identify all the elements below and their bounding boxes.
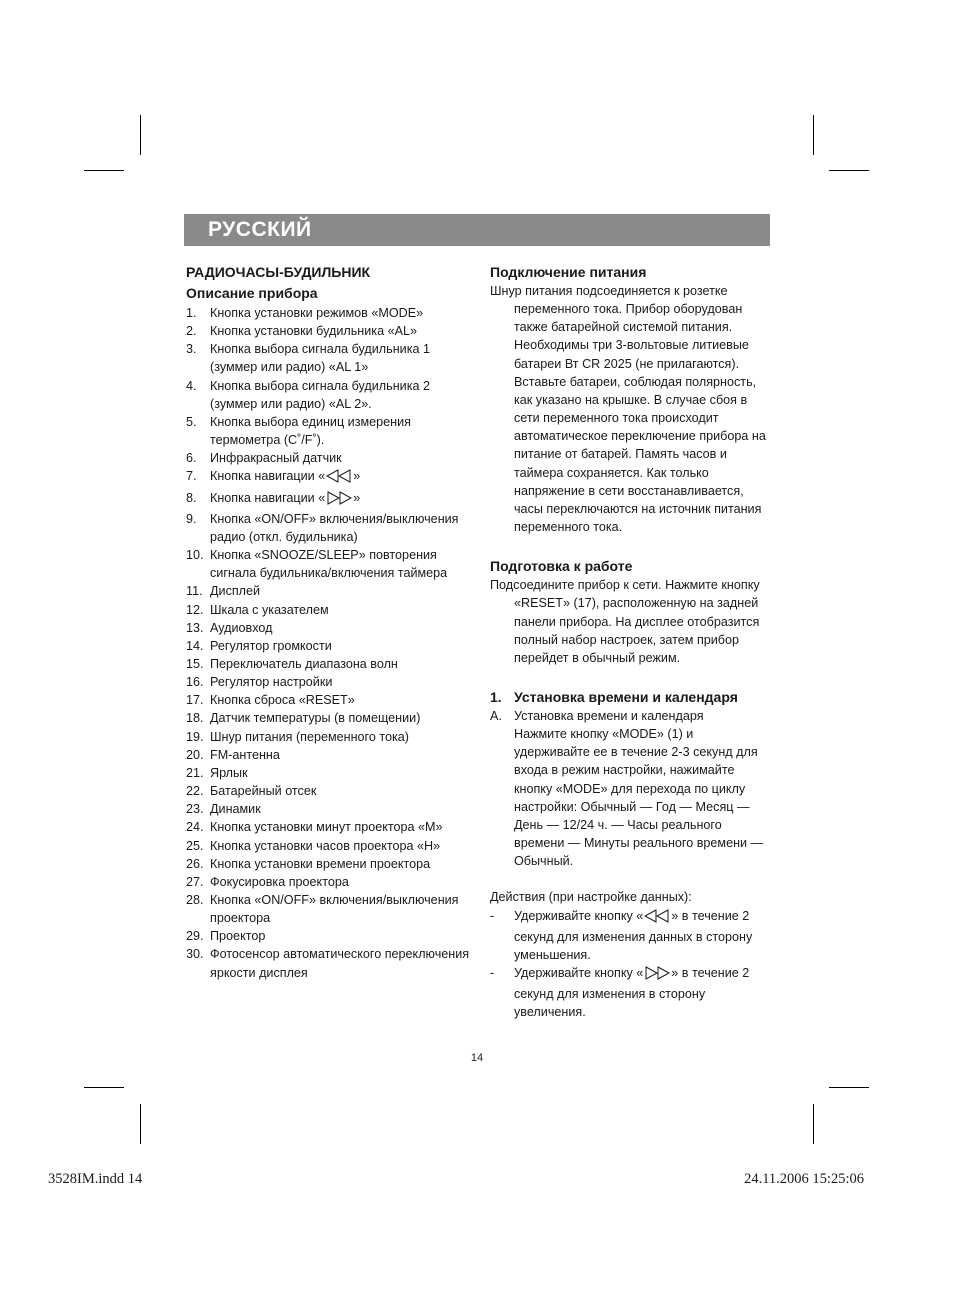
list-item-number: 22. — [186, 784, 204, 799]
step1-title-text: Установка времени и календаря — [514, 688, 738, 705]
list-item-text: Переключатель диапазона волн — [210, 656, 398, 671]
list-item-number: 16. — [186, 675, 204, 690]
list-item-text: Кнопка «ON/OFF» включения/выключения проектора — [210, 893, 459, 926]
rewind-icon — [644, 909, 670, 928]
list-item-text: Фотосенсор автоматического переключения яркости дисплея — [210, 947, 470, 980]
rewind-icon — [326, 469, 352, 488]
forward-icon — [326, 491, 352, 510]
language-label: РУССКИЙ — [208, 218, 312, 241]
list-item-number: 13. — [186, 620, 204, 635]
list-item-number: 11. — [186, 584, 203, 599]
list-item — [186, 927, 470, 945]
list-item-number: 15. — [186, 656, 204, 671]
list-item-text: Кнопка «SNOOZE/SLEEP» повторения сигнала будильника/включения таймера — [210, 548, 448, 581]
step1-title — [490, 687, 772, 707]
crop-mark — [84, 1087, 124, 1088]
list-item — [186, 601, 470, 619]
list-item-number: 28. — [186, 893, 204, 907]
list-item-number: 8. — [186, 490, 197, 505]
list-item — [186, 746, 470, 764]
list-item — [186, 377, 470, 413]
right-column — [490, 262, 772, 1021]
list-item-text: Кнопка установки будильника «AL» — [210, 324, 417, 339]
list-item-text: Датчик температуры (в помещении) — [210, 711, 421, 726]
prep-section-title: Подготовка к работе — [490, 558, 633, 575]
list-item — [186, 873, 470, 891]
section-title: Описание прибора — [186, 285, 318, 301]
list-item-text: Шкала с указателем — [210, 602, 329, 617]
forward-icon — [644, 966, 670, 985]
list-item-number: 24. — [186, 820, 204, 835]
list-item — [186, 691, 470, 709]
list-item — [186, 855, 470, 873]
list-item-number: 19. — [186, 729, 204, 744]
list-item — [186, 413, 470, 449]
crop-mark — [813, 115, 814, 155]
list-item-text: FM-антенна — [210, 747, 280, 762]
list-item-text: Кнопка выбора единиц измерения термометра (C˚/F˚). — [210, 414, 411, 448]
list-item-text: Проектор — [210, 929, 266, 944]
left-column — [186, 262, 470, 982]
list-item-number: 6. — [186, 451, 197, 466]
footer-timestamp: 24.11.2006 15:25:06 — [744, 1171, 864, 1187]
list-item-text: Дисплей — [210, 584, 261, 599]
list-item-text: Инфракрасный датчик — [210, 451, 342, 466]
list-item-text: Кнопка выбора сигнала будильника 1 (зуммер или радио) «AL 1» — [210, 342, 430, 375]
list-item-text: Аудиовход — [210, 620, 273, 635]
list-item-text: Динамик — [210, 802, 261, 817]
list-item-number: 5. — [186, 414, 197, 429]
page-number: 14 — [470, 1052, 484, 1064]
list-item-number: 26. — [186, 856, 204, 871]
list-item — [186, 619, 470, 637]
list-item — [186, 546, 470, 582]
list-item-number: 2. — [186, 324, 197, 339]
list-item-text: Кнопка выбора сигнала будильника 2 (зуммер или радио) «AL 2». — [210, 378, 430, 411]
list-item-number: 21. — [186, 765, 204, 780]
step1-number: 1. — [490, 688, 502, 705]
sub-text: Нажмите кнопку «MODE» (1) и удерживайте ее в течение 2-3 секунд для входа в режим настройки, нажимайте кнопку «MODE» для перехода по циклу настройки: Обычный — Год — Месяц — День — 12/24 ч. — Часы реального времени — Минуты реального времени — Обычный. — [514, 727, 764, 869]
list-item — [186, 673, 470, 691]
list-item — [186, 945, 470, 981]
list-item-text: Фокусировка проектора — [210, 874, 349, 889]
list-item-text: Кнопка установки часов проектора «H» — [210, 838, 441, 853]
list-item-text: Кнопка «ON/OFF» включения/выключения радио (откл. будильника) — [210, 511, 459, 544]
crop-mark — [140, 1104, 141, 1144]
list-item-number: 14. — [186, 638, 204, 653]
list-item-number: 25. — [186, 838, 204, 853]
list-item: 7. Кнопка навигации « » — [186, 467, 470, 488]
list-item — [186, 582, 470, 600]
power-section-title: Подключение питания — [490, 264, 647, 280]
document-title: РАДИОЧАСЫ-БУДИЛЬНИК — [186, 264, 371, 280]
list-item-number: 18. — [186, 711, 204, 726]
crop-mark — [829, 1087, 869, 1088]
list-item — [186, 837, 470, 855]
footer-filename: 3528IM.indd 14 — [48, 1171, 143, 1187]
list-item — [186, 728, 470, 746]
crop-mark — [84, 170, 124, 171]
list-item-number: 23. — [186, 802, 204, 817]
list-item — [186, 818, 470, 836]
crop-mark — [813, 1104, 814, 1144]
list-item — [186, 891, 470, 927]
list-item-text: Кнопка установки режимов «MODE» — [210, 306, 424, 320]
list-item-number: 4. — [186, 378, 197, 393]
list-item-text: Кнопка установки времени проектора — [210, 856, 431, 871]
list-item-text: Кнопка сброса «RESET» — [210, 693, 355, 708]
list-item-text: Шнур питания (переменного тока) — [210, 729, 409, 744]
list-item-number: 9. — [186, 511, 197, 526]
actions-title: Действия (при настройке данных): — [490, 890, 692, 905]
bullet-increase: - Удерживайте кнопку « » в течение 2 секунд для изменения в сторону увеличения. — [490, 966, 750, 1020]
list-item — [186, 340, 470, 376]
list-item-text: Регулятор громкости — [210, 638, 332, 653]
sub-label: A. — [490, 708, 502, 723]
list-item-number: 17. — [186, 693, 204, 708]
list-item — [186, 322, 470, 340]
list-item-number: 7. — [186, 469, 197, 484]
sub-title: Установка времени и календаря — [514, 708, 704, 723]
language-banner — [184, 214, 770, 246]
power-paragraph: Шнур питания подсоединяется к розетке переменного тока. Прибор оборудован также батарейной системой питания. Необходимы три 3-вольтовые литиевые батареи Вт CR 2025 (не прилагаются). Вставьте батареи, соблюдая полярность, как указано на крышке. В случае сбоя в сети переменного тока происходит автоматическое переключение прибора на питание от батарей. Память часов и таймера сохраняется. Как только напряжение в сети восстанавливается, часы переключаются на источник питания переменного тока. — [490, 284, 766, 535]
list-item-text: Регулятор настройки — [210, 675, 333, 690]
list-item-text: Батарейный отсек — [210, 784, 317, 799]
bullet-dash: - — [490, 966, 495, 980]
bullet-dash: - — [490, 908, 495, 923]
list-item-number: 27. — [186, 874, 204, 889]
list-item — [186, 449, 470, 467]
list-item — [186, 304, 470, 322]
list-item-number: 12. — [186, 602, 204, 617]
crop-mark — [829, 170, 869, 171]
step1-sub-block — [490, 707, 772, 870]
list-item-text: Кнопка установки минут проектора «M» — [210, 820, 443, 835]
list-item — [186, 800, 470, 818]
list-item: 8. Кнопка навигации « » — [186, 489, 470, 510]
list-item — [186, 655, 470, 673]
list-item — [186, 709, 470, 727]
parts-list — [186, 304, 470, 982]
list-item-number: 20. — [186, 747, 204, 762]
list-item-number: 30. — [186, 947, 204, 962]
list-item — [186, 764, 470, 782]
list-item-number: 3. — [186, 342, 197, 357]
list-item-number: 1. — [186, 306, 197, 320]
list-item — [186, 637, 470, 655]
list-item — [186, 510, 470, 546]
prep-paragraph: Подсоедините прибор к сети. Нажмите кнопку «RESET» (17), расположенную на задней панели прибора. На дисплее отобразится полный набор настроек, затем прибор перейдет в обычный режим. — [490, 578, 760, 665]
list-item-text: Ярлык — [210, 765, 248, 780]
bullet-decrease: - Удерживайте кнопку « » в течение 2 секунд для изменения данных в сторону уменьшения. — [490, 908, 753, 962]
list-item-number: 29. — [186, 929, 204, 944]
list-item-number: 10. — [186, 548, 204, 563]
crop-mark — [140, 115, 141, 155]
list-item — [186, 782, 470, 800]
